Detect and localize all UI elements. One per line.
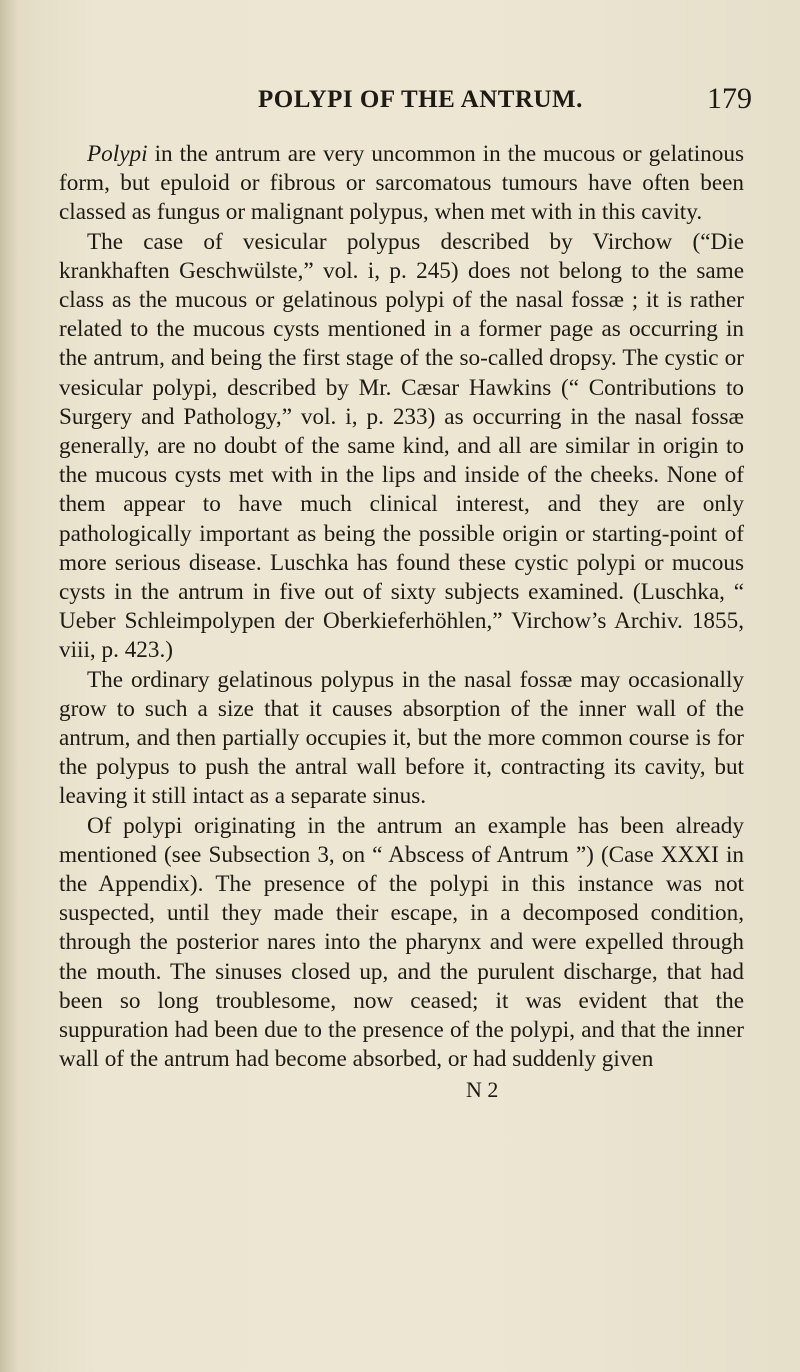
paragraph xyxy=(59,666,744,812)
body-text xyxy=(59,140,744,1075)
paragraph-text: Of polypi originating in the antrum an example has been already mentioned (see Subsection 3, on “ Abscess of Antrum ”) (Case XXXI in the Appendix). The presence of the polypi in this instance was not suspected, until they made their escape, in a decomposed condition, through the posterior nares into the pharynx and were expelled through the mouth. The sinuses closed up, and the purulent discharge, that had been so long troublesome, now ceased; it was evident that the suppuration had been due to the presence of the polypi, and that the inner wall of the antrum had become absorbed, or had suddenly given xyxy=(59,812,744,1073)
paragraph-text: The case of vesicular polypus described by Virchow (“Die krankhaften Geschwülste,” vol. i, p. 245) does not belong to the same class as the mucous or gelatinous polypi of the nasal fossæ ; it is rather related to the mucous cysts mentioned in a former page as occurring in the antrum, and being the first stage of the so-called dropsy. The cystic or vesicular polypi, described by Mr. Cæsar Hawkins (“ Contributions to Surgery and Pathology,” vol. i, p. 233) as occurring in the nasal fossæ generally, are no doubt of the same kind, and all are similar in origin to the mucous cysts met with in the lips and inside of the cheeks. None of them appear to have much clinical interest, and they are only pathologically important as being the possible origin or starting-point of more serious disease. Luschka has found these cystic polypi or mucous cysts in the antrum in five out of sixty subjects examined. (Luschka, “ Ueber Schleimpolypen der Oberkieferhöhlen,” Virchow’s Archiv. 1855, viii, p. 423.) xyxy=(59,228,744,664)
page-number: 179 xyxy=(707,82,752,115)
running-head xyxy=(62,82,752,126)
paragraph-lead-italic: Polypi xyxy=(87,141,148,167)
paragraph-text: in the antrum are very uncommon in the mucous or gelatinous form, but epuloid or fibrous or sarcomatous tumours have often been classed as fungus or malignant polypus, when met with in this cavity. xyxy=(59,141,744,226)
paragraph xyxy=(59,228,744,666)
page-edge-shadow xyxy=(0,0,18,1372)
paragraph-text: The ordinary gelatinous polypus in the nasal fossæ may occasionally grow to such a size that it causes absorption of the inner wall of the antrum, and then partially occupies it, but the more common course is for the polypus to push the antral wall before it, contracting its cavity, but leaving it still intact as a separate sinus. xyxy=(59,666,744,810)
paragraph xyxy=(59,140,744,228)
running-title: POLYPI OF THE ANTRUM. xyxy=(258,86,583,113)
signature-mark: N 2 xyxy=(466,1077,499,1102)
paragraph xyxy=(59,812,744,1075)
